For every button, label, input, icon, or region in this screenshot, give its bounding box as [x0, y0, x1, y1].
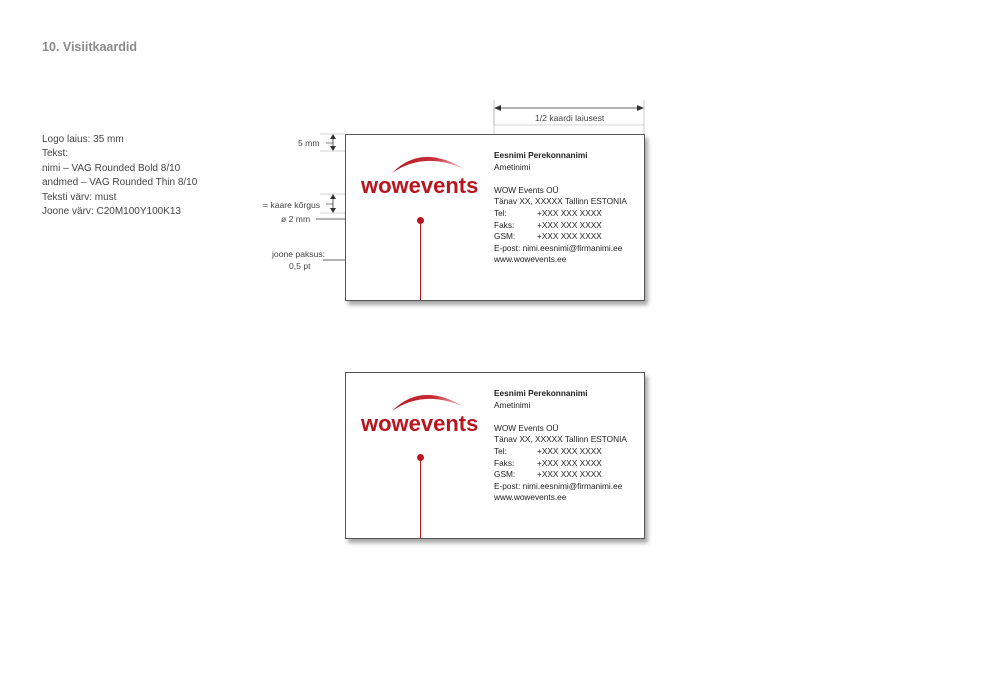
card-email: E-post: nimi.eesnimi@firmanimi.ee: [494, 480, 623, 491]
card-website: www.wowevents.ee: [494, 254, 567, 265]
half-width-label: 1/2 kaardi laiusest: [535, 113, 605, 123]
card-name: Eesnimi Perekonnanimi: [494, 388, 588, 398]
tel-label: Tel:: [494, 207, 507, 218]
red-vertical-line: [420, 460, 421, 538]
spec-text-heading: Tekst:: [42, 148, 69, 160]
business-card-annotated: [345, 134, 645, 301]
fax-value: +XXX XXX XXXX: [537, 457, 602, 468]
gsm-value: +XXX XXX XXXX: [537, 469, 602, 480]
page-title: 10. Visiitkaardid: [42, 40, 137, 54]
tel-value: +XXX XXX XXXX: [537, 445, 602, 456]
arc-height-label: = kaare kõrgus: [263, 200, 321, 210]
line-thickness-value: 0,5 pt: [289, 261, 311, 271]
card-company: WOW Events OÜ: [494, 422, 559, 433]
tel-label: Tel:: [494, 445, 507, 456]
svg-text:wowevents: wowevents: [361, 173, 479, 197]
svg-text:wowevents: wowevents: [361, 411, 479, 435]
red-vertical-line: [420, 223, 421, 300]
wowevents-logo: [360, 389, 482, 435]
card-address: Tänav XX, XXXXX Tallinn ESTONIA: [494, 434, 627, 445]
card-address: Tänav XX, XXXXX Tallinn ESTONIA: [494, 196, 627, 207]
business-card-clean: [345, 372, 645, 539]
fax-label: Faks:: [494, 457, 515, 468]
card-name: Eesnimi Perekonnanimi: [494, 150, 588, 160]
card-job-title: Ametinimi: [494, 161, 531, 172]
gsm-label: GSM:: [494, 469, 516, 480]
line-thickness-label: joone paksus:: [272, 249, 326, 259]
spec-details-font: andmed – VAG Rounded Thin 8/10: [42, 177, 198, 189]
margin-label: 5 mm: [298, 138, 320, 148]
fax-label: Faks:: [494, 219, 515, 230]
card-website: www.wowevents.ee: [494, 492, 567, 503]
gsm-label: GSM:: [494, 231, 516, 242]
card-details: [494, 388, 627, 504]
card-company: WOW Events OÜ: [494, 184, 559, 195]
card-email: E-post: nimi.eesnimi@firmanimi.ee: [494, 242, 623, 253]
spec-line-color: Joone värv: C20M100Y100K13: [42, 206, 181, 218]
fax-value: +XXX XXX XXXX: [537, 219, 602, 230]
gsm-value: +XXX XXX XXXX: [537, 231, 602, 242]
spec-name-font: nimi – VAG Rounded Bold 8/10: [42, 162, 181, 174]
tel-value: +XXX XXX XXXX: [537, 207, 602, 218]
card-details: [494, 150, 627, 266]
spec-text-color: Teksti värv: must: [42, 191, 117, 203]
dot-size-label: ø 2 mm: [281, 214, 311, 224]
wowevents-logo: [360, 151, 482, 197]
card-job-title: Ametinimi: [494, 399, 531, 410]
spec-logo-width: Logo laius: 35 mm: [42, 134, 124, 145]
